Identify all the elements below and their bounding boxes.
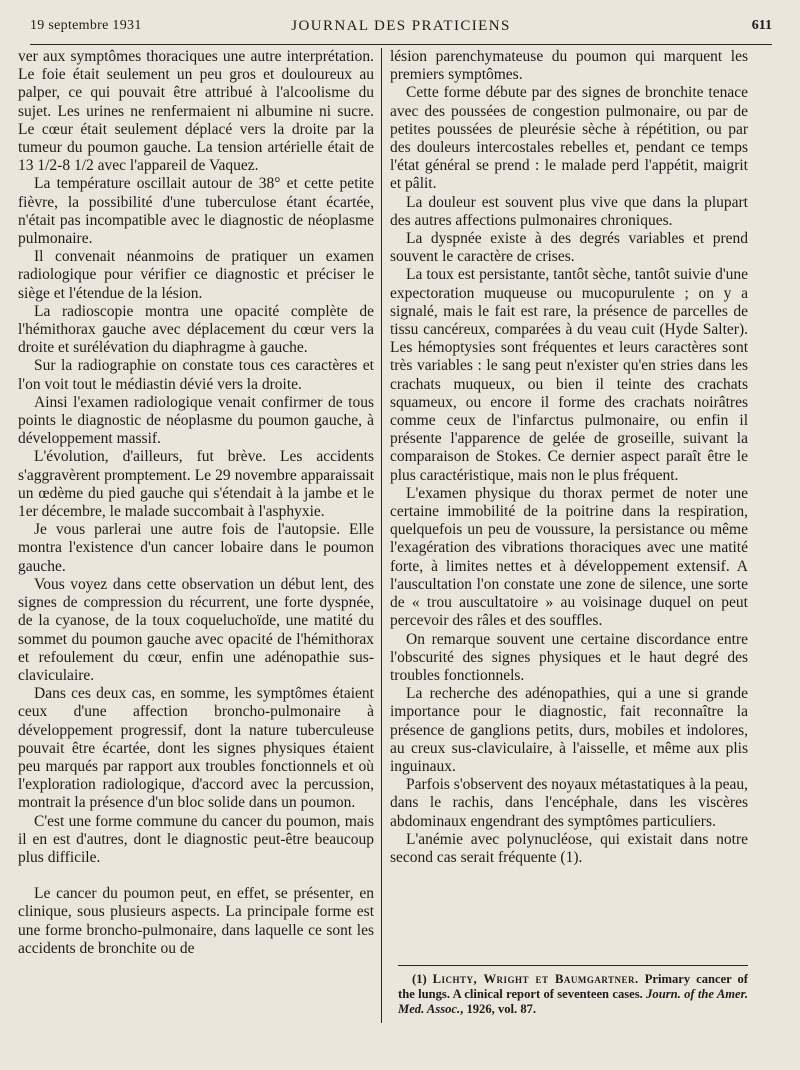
paragraph: La toux est persistante, tantôt sèche, tantôt suivie d'une expectoration muqueuse ou mucopurulente ; on y a signalé, mais le fait est rare, la présence de parcelles de tissu cancéreux, comparées à du veau cuit (Hyde Salter). Les hémoptysies sont fréquentes et leurs caractères sont très variables : le sang peut n'exister qu'en stries dans les crachats muqueux, ou bien il teinte des crachats squameux, ou encore il forme des crachats noirâtres comme ceux de l'infarctus pulmonaire, ou enfin il présente l'apparence de gelée de groseille, suivant la comparaison de Stokes. Ce dernier aspect paraît être le plus caractéristique, mais non le plus fréquent. bbox=[390, 266, 748, 484]
paragraph: L'examen physique du thorax permet de noter une certaine immobilité de la poitrine dans la respiration, quelquefois un peu de voussure, la persistance ou même l'exagération des vibrations thoraciques avec une matité forte, à limites nettes et à développement extensif. A l'auscultation l'on constate une zone de silence, une sorte de « trou auscultatoire » au voisinage duquel on peut percevoir des râles et des souffles. bbox=[390, 484, 748, 630]
footnote-divider bbox=[398, 965, 748, 966]
footnote-title: Primary cancer of the lungs. A clinical report of seventeen cases. bbox=[398, 972, 748, 1001]
left-column bbox=[18, 48, 374, 958]
paragraph: La radioscopie montra une opacité complète de l'hémithorax gauche avec déplacement du cœur vers la droite et surélévation du diaphragme à gauche. bbox=[18, 302, 374, 357]
paragraph: Dans ces deux cas, en somme, les symptômes étaient ceux d'une affection broncho-pulmonaire à développement progressif, dont la nature tuberculeuse pouvait être écartée, dont les signes physiques étaient peu marqués par rapport aux troubles fonctionnels et où l'exploration radiologique, d'accord avec la percussion, montrait la présence d'un bloc solide dans un poumon. bbox=[18, 685, 374, 812]
running-header bbox=[30, 14, 772, 45]
paragraph: La dyspnée existe à des degrés variables et prend souvent le caractère de crises. bbox=[390, 230, 748, 266]
paragraph: ver aux symptômes thoraciques une autre interprétation. Le foie était seulement un peu gros et douloureux au palper, ce qui pouvait être attribué à l'alcoolisme du sujet. Les urines ne renfermaient ni albumine ni sucre. Le cœur était seulement déplacé vers la droite par la tumeur du poumon gauche. La tension artérielle était de 13 1/2-8 1/2 avec l'appareil de Vaquez. bbox=[18, 48, 374, 175]
paragraph: L'évolution, d'ailleurs, fut brève. Les accidents s'aggravèrent promptement. Le 29 novembre apparaissait un œdème du pied gauche qui s'étendait à la jambe et le 1er décembre, le malade succombait à l'asphyxie. bbox=[18, 448, 374, 521]
paragraph: Ainsi l'examen radiologique venait confirmer de tous points le diagnostic de néoplasme du poumon gauche, à développement massif. bbox=[18, 393, 374, 448]
footnote-details: , 1926, vol. 87. bbox=[460, 1002, 537, 1016]
footnote-text bbox=[398, 972, 748, 1017]
paragraph: Vous voyez dans cette observation un début lent, des signes de compression du récurrent, une forte dyspnée, de la cyanose, de la toux coqueluchoïde, une matité du sommet du poumon gauche avec opacité de l'hémithorax et refoulement du cœur, enfin une adénopathie sus-claviculaire. bbox=[18, 575, 374, 684]
issue-date: 19 septembre 1931 bbox=[30, 18, 142, 33]
footnote-mark: (1) bbox=[412, 972, 427, 986]
paragraph: On remarque souvent une certaine discordance entre l'obscurité des signes physiques et le haut degré des troubles fonctionnels. bbox=[390, 630, 748, 684]
paragraph: Parfois s'observent des noyaux métastatiques à la peau, dans le rachis, dans l'encéphale, dans les viscères abdominaux engendrant des symptômes particuliers. bbox=[390, 776, 748, 830]
paragraph: Il convenait néanmoins de pratiquer un examen radiologique pour vérifier ce diagnostic et préciser le siège et l'étendue de la lésion. bbox=[18, 248, 374, 302]
paragraph: lésion parenchymateuse du poumon qui marquent les premiers symptômes. bbox=[390, 48, 748, 84]
journal-title: JOURNAL DES PRATICIENS bbox=[291, 18, 511, 34]
right-column bbox=[390, 48, 748, 867]
paragraph: La température oscillait autour de 38° et cette petite fièvre, la possibilité d'une tuberculose étant écartée, n'était pas incompatible avec le diagnostic de néoplasme pulmonaire. bbox=[18, 175, 374, 248]
paragraph: Le cancer du poumon peut, en effet, se présenter, en clinique, sous plusieurs aspects. La principale forme est une forme broncho-pulmonaire, dans laquelle ce sont les accidents de bronchite ou de bbox=[18, 885, 374, 957]
paragraph: La douleur est souvent plus vive que dans la plupart des autres affections pulmonaires chroniques. bbox=[390, 193, 748, 229]
footnote-authors: Lichty, Wright et Baumgartner. bbox=[432, 972, 639, 986]
paragraph: Cette forme débute par des signes de bronchite tenace avec des poussées de congestion pulmonaire, ou par de petites poussées de pleurésie sèche à répétition, ou par des douleurs intercostales rebelles et, pendant ce temps l'état général se prend : le malade perd l'appétit, maigrit et pâlit. bbox=[390, 84, 748, 193]
page-number: 611 bbox=[751, 18, 772, 33]
paragraph: L'anémie avec polynucléose, qui existait dans notre second cas serait fréquente (1). bbox=[390, 830, 748, 866]
paragraph: Sur la radiographie on constate tous ces caractères et l'on voit tout le médiastin dévié vers la droite. bbox=[18, 357, 374, 393]
footnote-journal: Journ. of the Amer. Med. Assoc. bbox=[398, 987, 748, 1016]
footnote bbox=[398, 972, 748, 1017]
paragraph: La recherche des adénopathies, qui a une si grande importance pour le diagnostic, fait reconnaître la présence de ganglions petits, durs, mobiles et indolores, au creux sus-claviculaire, à l'aisselle, et même aux plis inguinaux. bbox=[390, 685, 748, 775]
paragraph: Je vous parlerai une autre fois de l'autopsie. Elle montra l'existence d'un cancer lobaire dans le poumon gauche. bbox=[18, 521, 374, 575]
column-divider bbox=[381, 48, 382, 1023]
paragraph: C'est une forme commune du cancer du poumon, mais il en est d'autres, dont le diagnostic peut-être beaucoup plus difficile. bbox=[18, 812, 374, 866]
